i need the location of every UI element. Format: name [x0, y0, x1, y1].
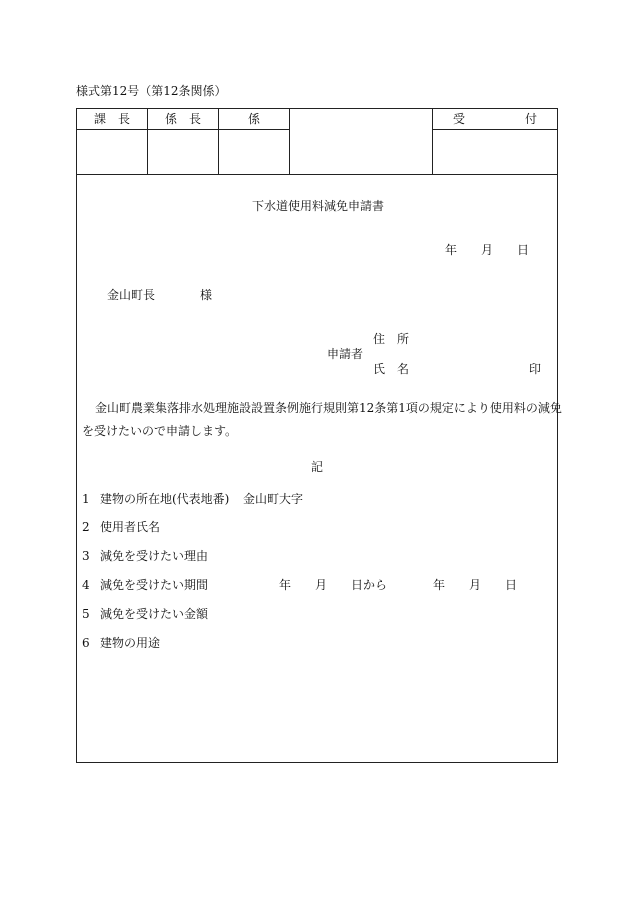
body-line-2: を受けたいので申請します。: [82, 424, 238, 438]
item-value: 金山町大字: [243, 492, 304, 506]
item-label: 建物の用途: [100, 636, 161, 650]
period-to-day: 日: [505, 578, 518, 592]
period-from-month: 月: [315, 578, 328, 592]
date-day: 日: [517, 243, 530, 257]
date-month: 月: [481, 243, 494, 257]
item-label: 減免を受けたい金額: [100, 607, 209, 621]
seal-mark: 印: [529, 362, 542, 376]
item-number: 2: [82, 520, 90, 534]
honorific: 様: [200, 288, 213, 302]
uketsuke-stamp-box[interactable]: [433, 130, 556, 174]
item-number: 3: [82, 549, 90, 563]
body-line-1: 金山町農業集落排水処理施設設置条例施行規則第12条第1項の規定により使用料の減免: [95, 401, 562, 415]
item-label: 減免を受けたい期間: [100, 578, 209, 592]
kakarichou-stamp-box[interactable]: [148, 130, 218, 174]
address-label: 住 所: [373, 332, 410, 346]
document-title: 下水道使用料減免申請書: [252, 199, 385, 213]
period-to-year: 年: [433, 578, 446, 592]
form-number: 様式第12号（第12条関係）: [76, 84, 227, 98]
item-number: 4: [82, 578, 90, 592]
name-label: 氏 名: [373, 362, 410, 376]
item-number: 1: [82, 492, 90, 506]
item-number: 6: [82, 636, 90, 650]
uketsuke-header-left: 受: [453, 112, 466, 126]
form-divider: [76, 174, 557, 175]
item-number: 5: [82, 607, 90, 621]
kakari-header: 係: [247, 112, 260, 126]
kachou-stamp-box[interactable]: [77, 130, 147, 174]
ki-heading: 記: [311, 460, 324, 474]
applicant-label: 申請者: [327, 347, 364, 361]
uketsuke-header-right: 付: [525, 112, 538, 126]
period-from-day: 日から: [351, 578, 388, 592]
date-year: 年: [445, 243, 458, 257]
kachou-header: 課 長: [93, 112, 130, 126]
addressee: 金山町長: [107, 288, 156, 302]
item-label: 減免を受けたい理由: [100, 549, 209, 563]
item-label: 使用者氏名: [100, 520, 161, 534]
period-from-year: 年: [279, 578, 292, 592]
item-label: 建物の所在地(代表地番): [100, 492, 230, 506]
period-to-month: 月: [469, 578, 482, 592]
kakarichou-header: 係 長: [164, 112, 201, 126]
kakari-stamp-box[interactable]: [219, 130, 289, 174]
